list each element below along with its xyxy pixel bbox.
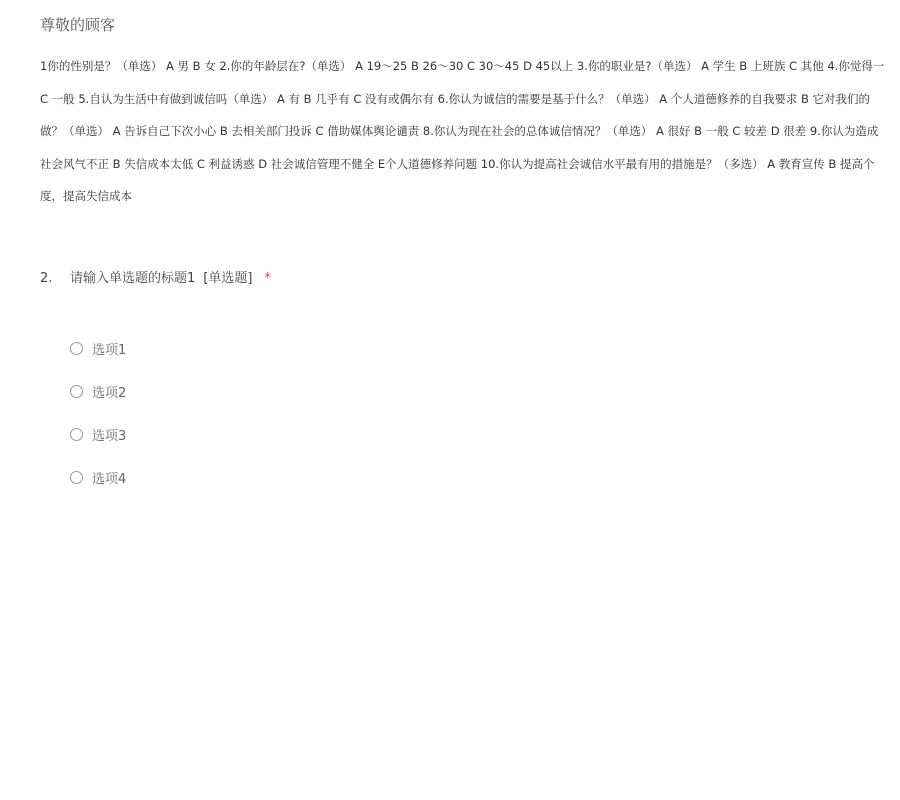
survey-intro xyxy=(40,55,900,218)
required-marker: * xyxy=(264,271,271,286)
intro-line: 做？（单选） A 告诉自己下次小心 B 去相关部门投诉 C 借助媒体舆论谴责 8.你认为现在社会的总体诚信情况？（单选） A 很好 B 一般 C 较差 D 很差 9.你认为造成 xyxy=(40,124,879,138)
question-title: 请输入单选题的标题1 xyxy=(70,271,196,286)
question-type: [单选题] xyxy=(203,271,253,286)
intro-line: C 一般 5.自认为生活中有做到诚信吗（单选） A 有 B 几乎有 C 没有或偶尔有 6.你认为诚信的需要是基于什么？（单选） A 个人道德修养的自我要求 B 它对我们的 xyxy=(40,91,871,106)
option-label[interactable]: 选项4 xyxy=(92,471,127,487)
survey-greeting: 尊敬的顾客 xyxy=(40,16,116,34)
option-2[interactable] xyxy=(70,380,126,402)
option-3[interactable] xyxy=(70,423,126,445)
option-1[interactable] xyxy=(70,337,126,359)
option-label[interactable]: 选项3 xyxy=(92,428,127,444)
question-number: 2. xyxy=(40,271,53,286)
intro-line: 度，提高失信成本 xyxy=(40,189,132,203)
option-label[interactable]: 选项1 xyxy=(92,342,127,358)
intro-line: 1你的性别是？（单选） A 男 B 女 2.你的年龄层在?（单选） A 19～25 B 26～30 C 30～45 D 45以上 3.你的职业是?（单选） A 学生 B 上班族 C 其他 4.你觉得一 xyxy=(40,59,885,73)
option-4[interactable] xyxy=(70,466,126,488)
question-header xyxy=(40,267,271,286)
options-list xyxy=(70,337,126,509)
radio-button-icon[interactable] xyxy=(70,342,83,355)
option-label[interactable]: 选项2 xyxy=(92,385,127,401)
radio-button-icon[interactable] xyxy=(70,385,83,398)
intro-line: 社会风气不正 B 失信成本太低 C 利益诱惑 D 社会诚信管理不健全 E个人道德修养问题 10.你认为提高社会诚信水平最有用的措施是？（多选） A 教育宣传 B 提高个 xyxy=(40,156,875,171)
radio-button-icon[interactable] xyxy=(70,428,83,441)
radio-button-icon[interactable] xyxy=(70,471,83,484)
